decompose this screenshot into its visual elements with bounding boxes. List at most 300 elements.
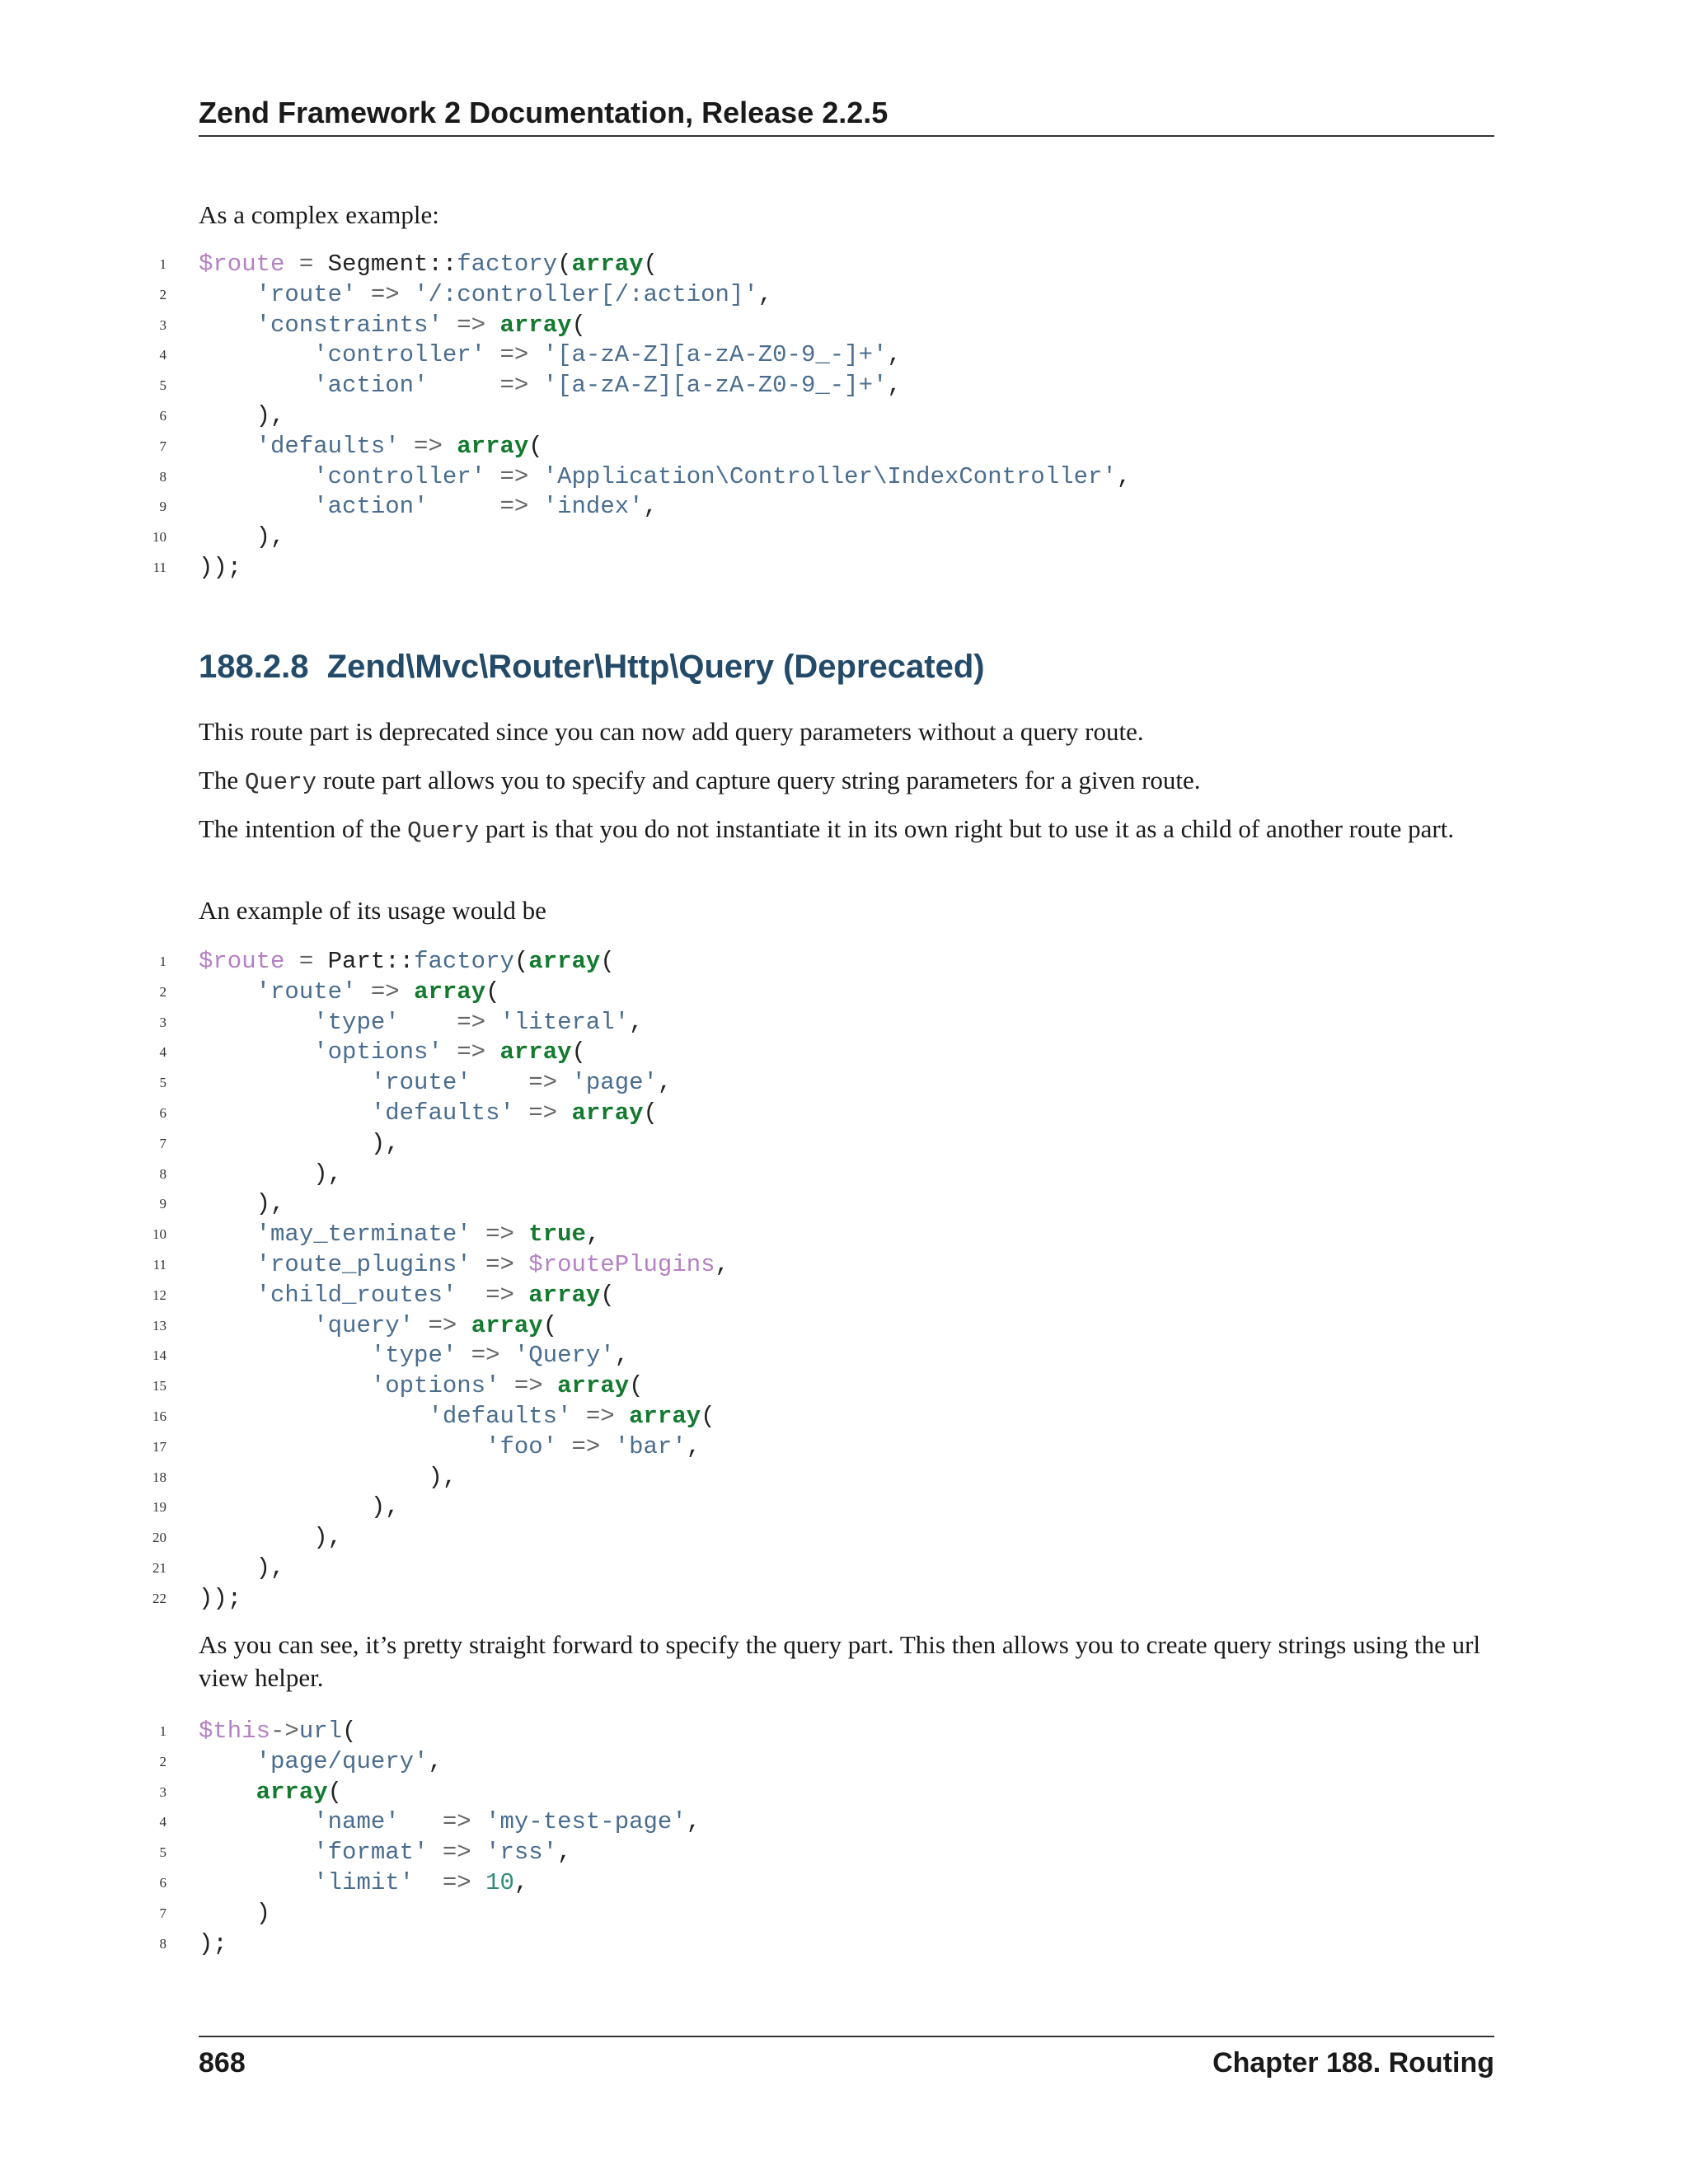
code-token: => — [442, 311, 500, 339]
code-token: 'page/query' — [256, 1747, 429, 1775]
code-text — [199, 1250, 729, 1281]
code-token — [199, 1190, 256, 1217]
code-token: ( — [701, 1402, 715, 1430]
code-token: 'action' — [313, 372, 429, 400]
code-token: array — [499, 311, 572, 339]
code-line — [0, 432, 1236, 462]
code-token: => — [571, 1402, 630, 1430]
line-number: 9 — [159, 499, 166, 515]
code-token: array — [471, 1311, 543, 1339]
code-token: => — [414, 1868, 486, 1896]
inline-code-query: Query — [407, 818, 480, 845]
code-text — [199, 1584, 241, 1615]
line-number: 11 — [152, 559, 166, 575]
code-token: factory — [457, 251, 558, 278]
code-token: => — [399, 1008, 500, 1036]
code-token: => — [457, 1281, 529, 1309]
line-number: 18 — [152, 1469, 166, 1485]
code-line — [0, 462, 1236, 493]
line-number: 4 — [159, 1814, 166, 1830]
code-token — [199, 978, 256, 1005]
line-number: 17 — [152, 1438, 166, 1455]
code-token: array — [557, 1372, 630, 1400]
code-text — [199, 280, 772, 311]
code-line — [0, 1189, 1236, 1220]
code-text — [199, 250, 658, 280]
code-text — [199, 401, 284, 432]
code-text — [199, 1038, 586, 1068]
code-token: 'defaults' — [428, 1402, 572, 1430]
code-text — [199, 1717, 356, 1747]
code-token: array — [528, 948, 601, 975]
line-number: 8 — [159, 1165, 166, 1182]
code-token: 'options' — [313, 1038, 443, 1066]
line-number: 3 — [159, 316, 166, 333]
paragraph-query-strings: As you can see, it’s pretty straight forward to specify the query part. This then allows you to create query strings using the url view helper. — [199, 1630, 1481, 1692]
code-text — [199, 432, 543, 462]
code-token: => — [399, 1808, 486, 1836]
code-line — [0, 401, 1236, 432]
code-token — [199, 1464, 428, 1491]
code-token: 'route' — [256, 280, 357, 308]
code-text — [199, 1220, 600, 1250]
code-line — [0, 977, 1236, 1008]
code-text — [199, 1747, 443, 1778]
line-number: 20 — [152, 1530, 166, 1546]
code-token: ), — [370, 1129, 400, 1157]
code-text — [199, 1311, 557, 1342]
code-text — [199, 1281, 615, 1311]
code-token — [199, 1493, 371, 1521]
code-token — [199, 1372, 371, 1399]
code-token: ), — [256, 1190, 285, 1218]
code-token: array — [457, 432, 529, 460]
code-token — [199, 1312, 313, 1339]
code-token: 'literal' — [499, 1008, 630, 1036]
code-line — [0, 1778, 1236, 1808]
code-token: ), — [428, 1463, 457, 1491]
code-text — [199, 947, 615, 977]
code-token: array — [571, 1099, 644, 1127]
code-token: ), — [313, 1160, 343, 1188]
code-line — [0, 1493, 1236, 1523]
code-line — [0, 1371, 1236, 1402]
code-token — [199, 1130, 371, 1157]
line-number: 2 — [159, 286, 166, 302]
line-number: 3 — [159, 1783, 166, 1800]
code-line — [0, 1747, 1236, 1778]
code-line — [0, 1584, 1236, 1615]
code-token: '[a-zA-Z][a-zA-Z0-9_-]+' — [542, 341, 888, 369]
code-token: ( — [485, 977, 500, 1005]
code-token — [199, 1342, 371, 1369]
code-token — [199, 1099, 371, 1127]
line-number: 1 — [159, 954, 166, 969]
line-number: 19 — [152, 1499, 166, 1516]
code-token: => — [513, 1099, 572, 1127]
code-token: => — [471, 1069, 572, 1097]
code-token: ), — [256, 401, 285, 429]
text-run: route part allows you to specify and capture query string parameters for a given route. — [316, 766, 1201, 794]
code-line — [0, 1432, 1236, 1463]
code-token: 'query' — [313, 1311, 415, 1339]
code-token: 'format' — [313, 1839, 429, 1867]
line-number: 6 — [159, 407, 166, 424]
code-token — [199, 1554, 256, 1582]
code-text — [199, 492, 658, 523]
code-block-url-helper — [0, 1717, 1236, 1959]
line-number: 11 — [152, 1256, 166, 1272]
code-token: 'controller' — [313, 462, 486, 490]
code-token: 'type' — [313, 1008, 400, 1036]
code-token: 'constraints' — [256, 311, 443, 339]
code-line — [0, 1807, 1236, 1838]
code-token: factory — [414, 948, 514, 975]
code-token: 'limit' — [313, 1868, 415, 1896]
code-token: 'page' — [571, 1069, 658, 1097]
code-token — [199, 341, 313, 368]
code-token: ); — [199, 1929, 227, 1957]
code-block-part-route — [0, 947, 1236, 1615]
page-header — [199, 92, 1494, 137]
code-token: => — [356, 977, 415, 1005]
code-token: ), — [370, 1493, 400, 1521]
line-number: 4 — [159, 1044, 166, 1061]
code-token — [199, 1433, 485, 1460]
code-token — [199, 523, 256, 551]
code-token: 'route' — [256, 977, 357, 1005]
line-number: 6 — [159, 1874, 166, 1891]
code-token: ), — [256, 523, 285, 551]
code-text — [199, 1807, 701, 1838]
code-line — [0, 523, 1236, 553]
code-token: 'options' — [370, 1372, 500, 1400]
code-token: 'route' — [370, 1069, 471, 1097]
code-line — [0, 1463, 1236, 1493]
code-token: ( — [571, 311, 586, 339]
code-token: ( — [643, 251, 658, 278]
paragraph-query-route-part — [199, 764, 1494, 799]
line-number: 1 — [159, 1723, 166, 1739]
code-token — [199, 1251, 256, 1278]
code-token: array — [629, 1402, 701, 1430]
code-token — [199, 281, 256, 308]
text-run: part is that you do not instantiate it in its own right but to use it as a child of another route part. — [479, 814, 1455, 843]
code-line — [0, 1402, 1236, 1432]
code-token — [199, 1403, 428, 1430]
code-text — [199, 553, 241, 583]
page-footer — [199, 2036, 1494, 2087]
code-line — [0, 1008, 1236, 1038]
code-token: ( — [542, 1311, 558, 1339]
code-token — [199, 433, 256, 460]
code-token: => — [485, 341, 543, 369]
code-token: '[a-zA-Z][a-zA-Z0-9_-]+' — [542, 372, 888, 400]
code-token: 'type' — [370, 1342, 457, 1370]
code-token: ( — [629, 1372, 644, 1400]
code-token: , — [887, 341, 902, 369]
line-number: 16 — [152, 1408, 166, 1424]
running-header-title: Zend Framework 2 Documentation, Release 2.2.5 — [199, 96, 889, 129]
line-number: 9 — [159, 1196, 166, 1212]
text-run: The — [199, 766, 245, 794]
code-token: , — [657, 1069, 673, 1097]
code-token: => — [414, 1311, 471, 1339]
code-token: , — [887, 372, 902, 400]
code-line — [0, 1899, 1236, 1929]
code-token: , — [557, 1839, 572, 1867]
line-number: 10 — [152, 529, 166, 546]
paragraph-deprecated: This route part is deprecated since you can now add query parameters without a query route. — [199, 717, 1144, 746]
code-token: => — [399, 432, 457, 460]
code-line — [0, 492, 1236, 523]
code-token — [199, 1038, 313, 1066]
code-token — [199, 1524, 313, 1551]
code-token: $route — [199, 948, 285, 975]
code-token: true — [528, 1221, 586, 1249]
line-number: 8 — [159, 1935, 166, 1952]
code-line — [0, 1868, 1236, 1899]
code-text — [199, 1868, 528, 1899]
paragraph-query-intention — [199, 813, 1494, 848]
code-token: Segment:: — [327, 251, 457, 278]
line-number: 21 — [152, 1559, 166, 1576]
code-token: 10 — [485, 1868, 514, 1896]
code-token: 'route_plugins' — [256, 1250, 471, 1278]
code-token: => — [499, 1372, 558, 1400]
code-line — [0, 1068, 1236, 1099]
line-number: 22 — [152, 1590, 166, 1606]
code-token: , — [428, 1747, 443, 1775]
code-line — [0, 250, 1236, 280]
code-token — [199, 402, 256, 429]
code-token: 'may_terminate' — [256, 1221, 471, 1249]
code-text — [199, 1432, 701, 1463]
code-token: ( — [600, 1281, 615, 1309]
line-number: 2 — [159, 1753, 166, 1769]
line-number: 13 — [152, 1317, 166, 1333]
code-token: = — [284, 948, 328, 975]
code-text — [199, 1341, 629, 1371]
code-token: url — [298, 1718, 343, 1745]
code-token: 'defaults' — [370, 1099, 514, 1127]
code-token: 'name' — [313, 1808, 400, 1836]
text-run: The intention of the — [199, 814, 408, 843]
code-token: , — [585, 1221, 601, 1249]
paragraph-usage-example: An example of its usage would be — [199, 896, 546, 925]
code-token: => — [457, 1342, 514, 1370]
line-number: 3 — [159, 1014, 166, 1030]
code-text — [199, 1838, 572, 1868]
code-token: array — [528, 1281, 601, 1309]
code-line — [0, 553, 1236, 583]
code-token: , — [1116, 462, 1132, 490]
line-number: 4 — [159, 347, 166, 363]
code-token: 'foo' — [485, 1432, 558, 1460]
code-text — [199, 1493, 400, 1523]
line-number: 6 — [159, 1104, 166, 1121]
code-token: 'controller' — [313, 341, 486, 369]
code-token — [199, 1839, 313, 1866]
code-line — [0, 1341, 1236, 1371]
code-token: , — [614, 1342, 630, 1370]
line-number: 5 — [159, 1844, 166, 1861]
code-token: => — [485, 462, 543, 490]
code-line — [0, 1281, 1236, 1311]
code-token: 'rss' — [485, 1839, 558, 1867]
line-number: 14 — [152, 1347, 166, 1364]
line-number: 2 — [159, 983, 166, 1000]
code-token — [199, 1009, 313, 1036]
code-token: => — [471, 1221, 529, 1249]
code-line — [0, 1220, 1236, 1250]
code-token — [199, 1900, 256, 1927]
code-text — [199, 977, 500, 1008]
code-token: 'Query' — [513, 1342, 615, 1370]
code-token: => — [428, 1839, 486, 1867]
code-text — [199, 1929, 227, 1960]
code-token: -> — [270, 1718, 299, 1745]
code-token — [199, 1869, 313, 1896]
code-token: array — [499, 1038, 572, 1066]
code-line — [0, 1129, 1236, 1160]
line-number: 7 — [159, 1135, 166, 1151]
code-text — [199, 1778, 342, 1808]
code-text — [199, 1402, 715, 1432]
code-line — [0, 311, 1236, 341]
code-text — [199, 311, 586, 341]
section-title: Zend\Mvc\Router\Http\Query (Deprecated) — [326, 649, 985, 685]
code-token: 'defaults' — [256, 432, 400, 460]
code-token: , — [715, 1250, 729, 1278]
code-line — [0, 1099, 1236, 1129]
code-token: array — [414, 977, 486, 1005]
code-token: 'Application\Controller\IndexController' — [542, 462, 1117, 490]
code-token: array — [256, 1778, 328, 1806]
code-line — [0, 280, 1236, 311]
code-token: => — [428, 372, 543, 400]
code-token — [199, 372, 313, 399]
code-token: ( — [557, 251, 572, 278]
code-token — [199, 1282, 256, 1309]
page-number: 868 — [199, 2047, 246, 2079]
inline-code-query: Query — [244, 769, 316, 796]
code-text — [199, 1068, 672, 1099]
code-text — [199, 371, 902, 401]
code-token: , — [686, 1432, 701, 1460]
code-line — [0, 1717, 1236, 1747]
code-line — [0, 340, 1236, 371]
code-token: => — [557, 1432, 615, 1460]
code-token — [199, 1779, 256, 1806]
code-token: )); — [199, 1584, 242, 1612]
code-line — [0, 1250, 1236, 1281]
code-token: ), — [256, 1554, 285, 1582]
code-token: ( — [600, 948, 615, 975]
code-token: '/:controller[/:action]' — [414, 280, 758, 308]
code-line — [0, 1038, 1236, 1068]
code-token — [199, 1221, 256, 1248]
line-number: 8 — [159, 468, 166, 485]
code-token: => — [428, 493, 543, 521]
code-token: = — [284, 251, 328, 278]
code-token: ) — [256, 1899, 271, 1927]
code-token: => — [442, 1038, 500, 1066]
code-token — [199, 1069, 371, 1096]
chapter-title: Chapter 188. Routing — [1212, 2047, 1494, 2079]
code-token: $routePlugins — [528, 1250, 715, 1278]
code-token: Part:: — [327, 948, 415, 975]
code-text — [199, 1099, 658, 1129]
code-line — [0, 1160, 1236, 1190]
code-text — [199, 462, 1131, 493]
code-token: ), — [313, 1524, 343, 1552]
code-token — [199, 312, 256, 339]
code-text — [199, 523, 284, 553]
code-token — [199, 1748, 256, 1775]
code-token: ( — [327, 1778, 343, 1806]
code-token — [199, 1808, 313, 1835]
code-token: 'my-test-page' — [485, 1808, 687, 1836]
code-token: 'child_routes' — [256, 1281, 457, 1309]
code-line — [0, 1838, 1236, 1868]
code-text — [199, 1189, 284, 1220]
code-text — [199, 1160, 342, 1190]
code-token: )); — [199, 553, 242, 581]
code-token: 'bar' — [614, 1432, 687, 1460]
section-heading — [199, 649, 985, 686]
code-token: => — [471, 1250, 529, 1278]
code-token: ( — [571, 1038, 586, 1066]
code-token — [199, 1160, 313, 1188]
code-text — [199, 1463, 457, 1493]
code-line — [0, 1311, 1236, 1342]
code-token: , — [757, 280, 773, 308]
code-token: $this — [199, 1718, 271, 1745]
code-token: , — [686, 1808, 701, 1836]
code-token: 'action' — [313, 493, 429, 521]
code-block-segment-route — [0, 250, 1236, 583]
code-token: ( — [513, 948, 529, 975]
code-text — [199, 1008, 644, 1038]
line-number: 7 — [159, 1905, 166, 1921]
code-token: => — [356, 280, 415, 308]
line-number: 15 — [152, 1378, 166, 1394]
code-token: ( — [643, 1099, 658, 1127]
line-number: 5 — [159, 377, 166, 394]
code-token: , — [513, 1868, 529, 1896]
code-text — [199, 1129, 400, 1160]
code-line — [0, 947, 1236, 977]
code-token: ( — [342, 1718, 357, 1745]
code-line — [0, 1929, 1236, 1960]
code-line — [0, 1523, 1236, 1554]
line-number: 10 — [152, 1226, 166, 1243]
code-line — [0, 371, 1236, 401]
code-token: array — [571, 251, 644, 278]
code-text — [199, 1554, 284, 1584]
line-number: 12 — [152, 1286, 166, 1303]
line-number: 1 — [159, 256, 166, 272]
code-token: , — [643, 493, 658, 521]
line-number: 7 — [159, 438, 166, 454]
line-number: 5 — [159, 1075, 166, 1091]
code-text — [199, 1523, 342, 1554]
code-text — [199, 340, 902, 371]
code-token: ( — [528, 432, 543, 460]
code-text — [199, 1371, 644, 1402]
code-text — [199, 1899, 270, 1929]
